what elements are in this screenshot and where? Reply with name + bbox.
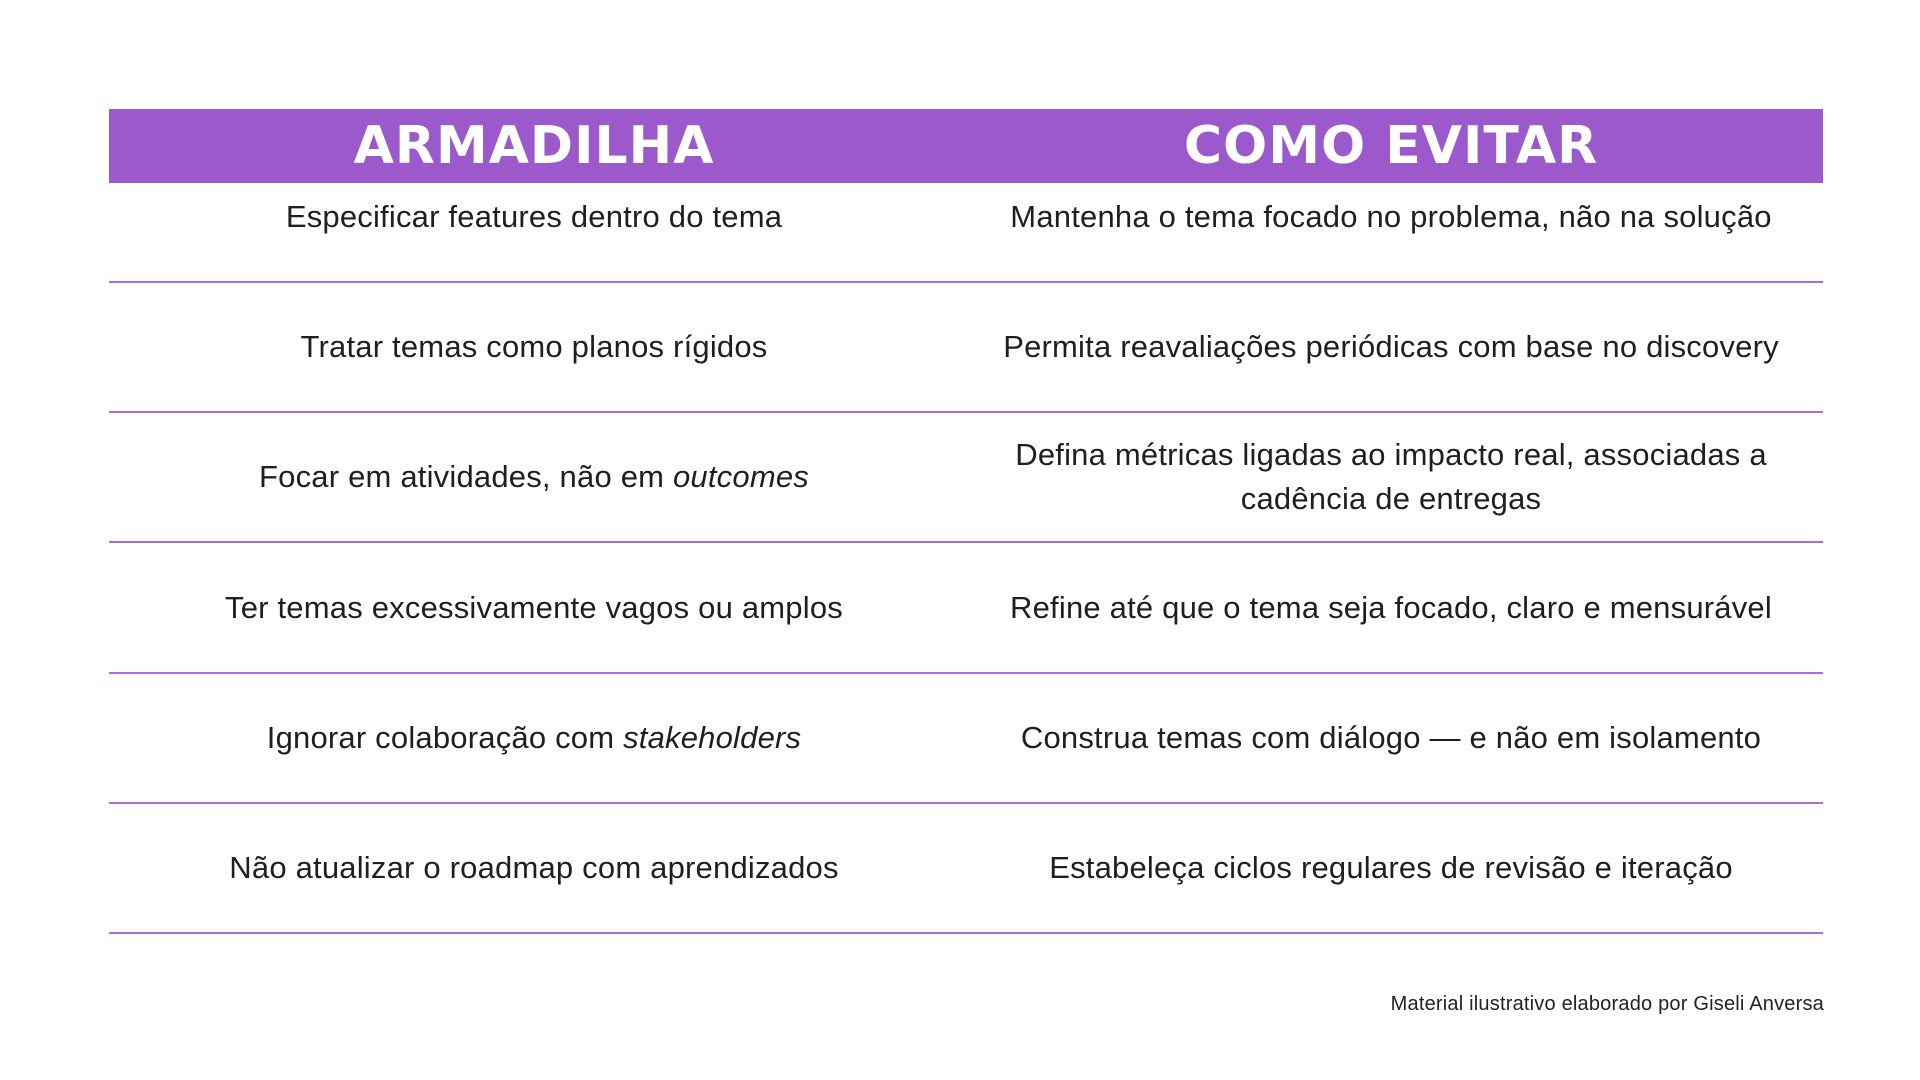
table-row — [109, 413, 1823, 543]
table-row — [109, 543, 1823, 674]
trap-text: Focar em atividades, não em — [259, 459, 673, 494]
trap-text: Tratar temas como planos rígidos — [300, 329, 768, 364]
header-como-evitar: COMO EVITAR — [1183, 116, 1599, 176]
avoid-cell: Permita reavaliações periódicas com base no discovery — [1003, 329, 1779, 364]
trap-cell — [109, 846, 959, 890]
table-row — [109, 183, 1823, 283]
trap-cell — [109, 586, 959, 630]
trap-cell — [109, 195, 959, 239]
table-row — [109, 804, 1823, 934]
trap-text: Ignorar colaboração com — [266, 720, 624, 755]
trap-text: Ter temas excessivamente vagos ou amplos — [225, 589, 843, 625]
trap-text: Especificar features dentro do tema — [285, 199, 783, 234]
table-row — [109, 674, 1823, 804]
trap-text: Não atualizar o roadmap com aprendizados — [229, 850, 839, 885]
table-row — [109, 283, 1823, 413]
trap-emphasis: stakeholders — [623, 720, 802, 755]
avoid-cell: Mantenha o tema focado no problema, não na solução — [1010, 199, 1772, 234]
credit-footer: Material ilustrativo elaborado por Giseli Anversa — [1390, 993, 1824, 1015]
table-header — [109, 109, 1823, 183]
trap-cell — [109, 716, 959, 760]
trap-cell — [109, 325, 959, 369]
pitfalls-table — [109, 109, 1823, 934]
avoid-cell: Defina métricas ligadas ao impacto real, associadas a cadência de entregas — [1015, 437, 1767, 516]
avoid-cell: Refine até que o tema seja focado, claro e mensurável — [1010, 589, 1772, 625]
header-armadilha: ARMADILHA — [353, 116, 715, 176]
trap-emphasis: outcomes — [672, 459, 809, 494]
avoid-cell: Estabeleça ciclos regulares de revisão e iteração — [1049, 850, 1733, 885]
trap-cell — [109, 455, 959, 499]
avoid-cell: Construa temas com diálogo — e não em isolamento — [1020, 720, 1762, 755]
